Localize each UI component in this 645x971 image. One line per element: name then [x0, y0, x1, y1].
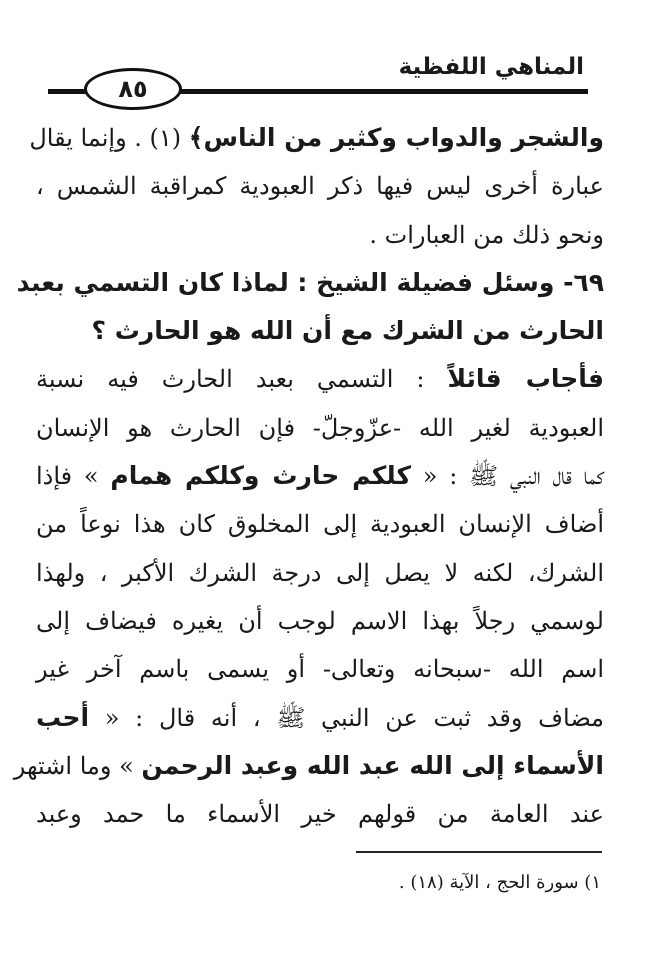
page-header — [48, 52, 588, 104]
text-segment: أضاف الإنسان العبودية إلى المخلوق كان هذا نوعاً من — [36, 510, 604, 539]
footnote: ١) سورة الحج ، الآية (١٨) . — [398, 872, 601, 893]
text-segment: كما قال النبي ﷺ : « — [411, 462, 604, 491]
body-text — [13, 114, 604, 838]
bold-text-segment: كلكم حارث وكلكم همام — [110, 461, 411, 491]
text-line — [13, 742, 604, 790]
text-segment: عند العامة من قولهم خير الأسماء ما حمد وعبد — [36, 800, 604, 829]
bold-text-segment: ٦٩- وسئل فضيلة الشيخ : لماذا كان التسمي بعبد — [16, 267, 604, 297]
text-line — [36, 597, 604, 645]
text-segment: (١) . وإنما يقال — [29, 124, 189, 152]
text-line — [29, 114, 604, 162]
bold-text-segment: الأسماء إلى الله عبد الله وعبد الرحمن — [141, 750, 604, 780]
running-title: المناهي اللفظية — [398, 54, 584, 80]
text-segment: لوسمي رجلاً بهذا الاسم لوجب أن يغيره فيضاف إلى — [36, 606, 604, 635]
text-segment: الشرك، لكنه لا يصل إلى درجة الشرك الأكبر ، ولهذا — [36, 558, 604, 587]
page-number-badge — [84, 68, 182, 110]
bold-text-segment: أحب — [36, 702, 90, 732]
bold-text-segment: فأجاب قائلاً — [447, 364, 604, 394]
text-segment: » فإذا — [36, 462, 111, 491]
text-line — [36, 452, 604, 500]
page-number: ٨٥ — [118, 75, 148, 103]
text-line — [36, 694, 604, 742]
text-line — [36, 790, 604, 838]
text-line — [36, 307, 604, 355]
text-line — [36, 355, 604, 403]
text-line — [36, 500, 604, 548]
text-line — [16, 259, 604, 307]
text-segment: : التسمي بعبد الحارث فيه نسبة — [36, 365, 448, 394]
bold-text-segment: الحارث من الشرك مع أن الله هو الحارث ؟ — [91, 316, 604, 346]
text-line — [36, 549, 604, 597]
text-segment: مضاف وقد ثبت عن النبي ﷺ ، أنه قال : « — [89, 703, 604, 732]
text-line — [36, 404, 604, 452]
text-segment: العبودية لغير الله -عزّوجلّ- فإن الحارث هو الإنسان — [36, 413, 604, 442]
text-segment: اسم الله -سبحانه وتعالى- أو يسمى باسم آخر غير — [36, 655, 604, 684]
text-line — [36, 211, 604, 259]
text-segment: » وما اشتهر — [13, 751, 142, 780]
text-segment: عبارة أخرى ليس فيها ذكر العبودية كمراقبة الشمس ، — [36, 172, 604, 201]
text-segment: ونحو ذلك من العبارات . — [369, 220, 604, 249]
text-line — [36, 162, 604, 210]
text-line — [36, 645, 604, 693]
footnote-rule — [356, 851, 602, 853]
bold-text-segment: والشجر والدواب وكثير من الناس﴾ — [188, 123, 604, 152]
